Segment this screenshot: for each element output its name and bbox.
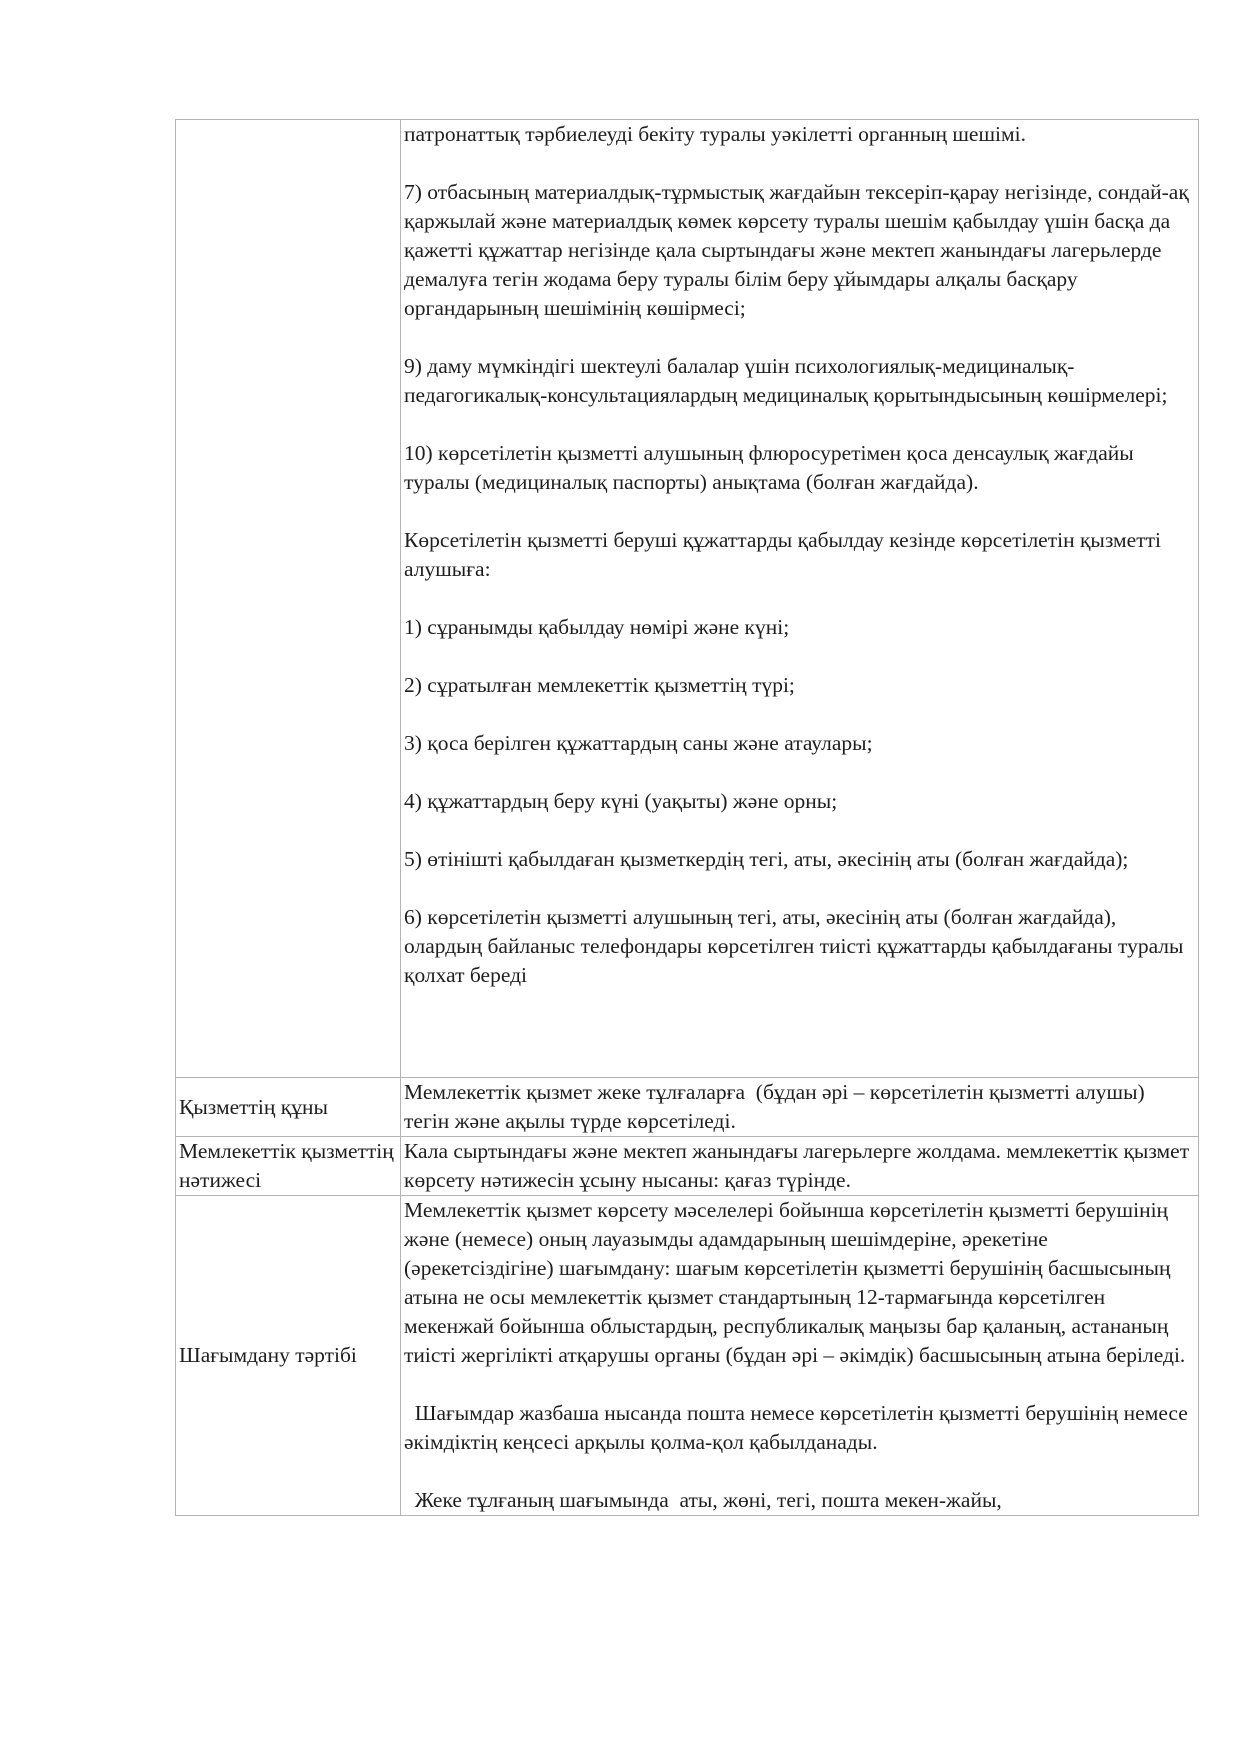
table-row-appeal (176, 1196, 1199, 1516)
paragraph: 3) қоса берілген құжаттардың саны және атаулары; (404, 731, 873, 755)
paragraph: 4) құжаттардың беру күні (уақыты) және орны; (404, 789, 838, 813)
row-label-empty (176, 120, 401, 1078)
row-label-result: Мемлекеттік қызметтің нәтижесі (176, 1137, 401, 1196)
paragraph: Жеке тұлғаның шағымында аты, жөні, тегі, пошта мекен-жайы, (404, 1488, 1002, 1512)
row-label-appeal: Шағымдану тәртібі (176, 1196, 401, 1516)
paragraph: 7) отбасының материалдық-тұрмыстық жағдайын тексеріп-қарау негізінде, сондай-ақ қаржылай және материалдық көмек көрсету туралы шешім қабылдау үшін басқа да қажетті құжаттар негізінде қала сыртындағы және мектеп жанындағы лагерьлерде демалуға тегін жодама беру туралы білім беру ұйымдары алқалы басқару органдарының шешімінің көшірмесі; (404, 180, 1200, 320)
table-row-result (176, 1137, 1199, 1196)
table-row-documents (176, 120, 1199, 1078)
paragraph: патронаттық тәрбиелеуді бекіту туралы уәкілетті органның шешімі. (404, 122, 1026, 146)
row-content (401, 1078, 1199, 1137)
row-content (401, 1196, 1199, 1516)
paragraph: Көрсетілетін қызметті беруші құжаттарды қабылдау кезінде көрсетілетін қызметті алушыға: (404, 528, 1167, 581)
table-row-cost (176, 1078, 1199, 1137)
row-label-cost: Қызметтің құны (176, 1078, 401, 1137)
paragraph: Мемлекеттік қызмет жеке тұлғаларға (бұдан әрі – көрсетілетін қызметті алушы) тегін және ақылы түрде көрсетіледі. (404, 1080, 1156, 1133)
paragraph: 9) даму мүмкіндігі шектеулі балалар үшін психологиялық-медициналық-педагогикалық-консультациялардың медициналық қорытындысының көшірмелері; (404, 354, 1168, 407)
paragraph: Шағымдар жазбаша нысанда пошта немесе көрсетілетін қызметті берушінің немесе әкімдіктің кеңсесі арқылы қолма-қол қабылданады. (404, 1401, 1194, 1454)
paragraph: 5) өтінішті қабылдаған қызметкердің тегі, аты, әкесінің аты (болған жағдайда); (404, 847, 1129, 871)
paragraph: 1) сұранымды қабылдау нөмірі және күні; (404, 615, 790, 639)
paragraph: Кала сыртындағы және мектеп жанындағы лагерьлерге жолдама. мемлекеттік қызмет көрсету нәтижесін ұсыну нысаны: қағаз түрінде. (404, 1139, 1195, 1192)
paragraph: Мемлекеттік қызмет көрсету мәселелері бойынша көрсетілетін қызметті берушінің және (немесе) оның лауазымды адамдарының шешімдеріне, әрекетіне (әрекетсіздігіне) шағымдану: шағым көрсетілетін қызметті берушінің басшысының атына не осы мемлекеттік қызмет стандартының 12-тармағында көрсетілген мекенжай бойынша облыстардың, республикалық маңызы бар қаланың, астананың тиісті жергілікті атқарушы органы (бұдан әрі – әкімдік) басшысының атына беріледі. (404, 1198, 1186, 1367)
paragraph: 10) көрсетілетін қызметті алушының флюросуретімен қоса денсаулық жағдайы туралы (медициналық паспорты) анықтама (болған жағдайда). (404, 441, 1140, 494)
row-content (401, 120, 1199, 1078)
document-table (175, 119, 1199, 1516)
paragraph: 6) көрсетілетін қызметті алушының тегі, аты, әкесінің аты (болған жағдайда), олардың байланыс телефондары көрсетілген тиісті құжаттарды қабылдағаны туралы қолхат береді (404, 905, 1189, 987)
cell-spacer (404, 1019, 1195, 1077)
paragraph: 2) сұратылған мемлекеттік қызметтің түрі; (404, 673, 795, 697)
row-content (401, 1137, 1199, 1196)
